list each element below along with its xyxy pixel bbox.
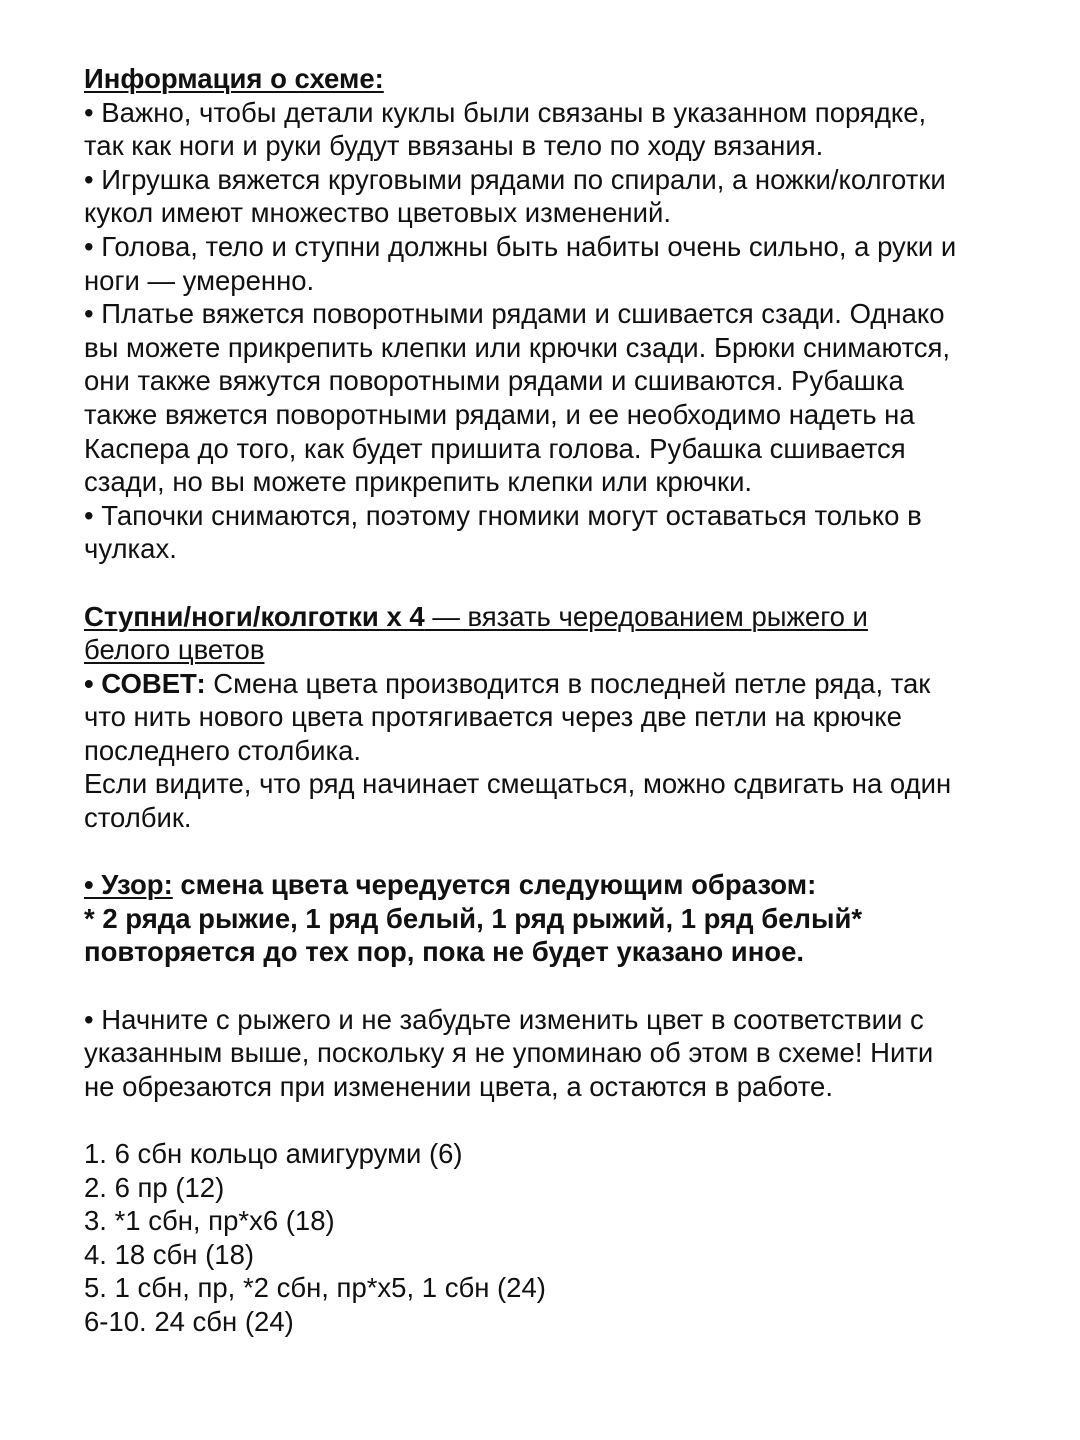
scheme-info-bullet xyxy=(84,499,1024,566)
scheme-info-bullet xyxy=(84,297,1024,499)
tip-text: Смена цвета производится в последней петле ряда, так xyxy=(205,667,931,699)
text-line: • Важно, чтобы детали куклы были связаны в указанном порядке, xyxy=(84,96,927,128)
list-item: 1. 6 сбн кольцо амигуруми (6) xyxy=(84,1138,463,1169)
text-line: Каспера до того, как будет пришита голова. Рубашка сшивается xyxy=(84,432,906,464)
spacer xyxy=(84,566,1024,600)
list-item: 3. *1 сбн, пр*х6 (18) xyxy=(84,1205,335,1237)
pattern-section xyxy=(84,868,1024,969)
rows-list xyxy=(84,1137,1024,1339)
tip-line xyxy=(84,667,1024,701)
list-item: 4. 18 сбн (18) xyxy=(84,1238,255,1270)
text-line: • Голова, тело и ступни должны быть набиты очень сильно, а руки и xyxy=(84,230,957,262)
feet-legs-heading xyxy=(84,600,1024,634)
scheme-info-bullet xyxy=(84,96,1024,163)
spacer xyxy=(84,969,1024,1003)
pattern-text: смена цвета чередуется следующим образом: xyxy=(172,869,817,901)
list-item: 6-10. 24 сбн (24) xyxy=(84,1305,294,1337)
text-line: не обрезаются при изменении цвета, а остаются в работе. xyxy=(84,1070,833,1102)
text-line: столбик. xyxy=(84,802,192,834)
text-line: • Игрушка вяжется круговыми рядами по спирали, а ножки/колготки xyxy=(84,163,946,195)
feet-legs-section xyxy=(84,600,1024,835)
document-page xyxy=(84,62,1024,1339)
spacer xyxy=(84,1103,1024,1137)
pattern-line xyxy=(84,868,1024,902)
text-line: чулках. xyxy=(84,533,177,565)
text-line: так как ноги и руки будут ввязаны в тело по ходу вязания. xyxy=(84,130,824,162)
text-line: ноги — умеренно. xyxy=(84,264,315,296)
text-line: кукол имеют множество цветовых изменений. xyxy=(84,197,671,229)
text-line: сзади, но вы можете прикрепить клепки или крючки. xyxy=(84,466,753,498)
pattern-label: • Узор: xyxy=(84,869,173,901)
scheme-info-bullet xyxy=(84,230,1024,297)
feet-legs-heading-bold: Ступни/ноги/колготки х 4 xyxy=(84,600,425,632)
scheme-info-section xyxy=(84,62,1024,566)
text-line: указанным выше, поскольку я не упоминаю об этом в схеме! Нити xyxy=(84,1037,934,1069)
start-note-section xyxy=(84,1003,1024,1104)
text-line: • Начните с рыжего и не забудьте изменить цвет в соответствии с xyxy=(84,1003,924,1035)
feet-legs-heading-line2: белого цветов xyxy=(84,634,265,666)
tip-label: • СОВЕТ: xyxy=(84,667,206,699)
spacer xyxy=(84,835,1024,869)
text-line: также вяжется поворотными рядами, и ее необходимо надеть на xyxy=(84,398,915,430)
text-line: • Платье вяжется поворотными рядами и сшивается сзади. Однако xyxy=(84,298,945,330)
text-line: Если видите, что ряд начинает смещаться, можно сдвигать на один xyxy=(84,768,952,800)
scheme-info-bullet xyxy=(84,163,1024,230)
list-item: 2. 6 пр (12) xyxy=(84,1171,225,1203)
feet-legs-heading-rest: — вязать чередованием рыжего и xyxy=(424,600,868,632)
text-line: • Тапочки снимаются, поэтому гномики могут оставаться только в xyxy=(84,499,922,531)
scheme-info-heading: Информация о схеме: xyxy=(84,63,384,94)
text-line: они также вяжутся поворотными рядами и сшиваются. Рубашка xyxy=(84,365,904,397)
text-line: последнего столбика. xyxy=(84,734,362,766)
text-line: вы можете прикрепить клепки или крючки сзади. Брюки снимаются, xyxy=(84,331,951,363)
list-item: 5. 1 сбн, пр, *2 сбн, пр*х5, 1 сбн (24) xyxy=(84,1272,546,1304)
text-line: повторяется до тех пор, пока не будет указано иное. xyxy=(84,936,805,968)
text-line: * 2 ряда рыжие, 1 ряд белый, 1 ряд рыжий, 1 ряд белый* xyxy=(84,902,863,934)
text-line: что нить нового цвета протягивается через две петли на крючке xyxy=(84,701,902,733)
